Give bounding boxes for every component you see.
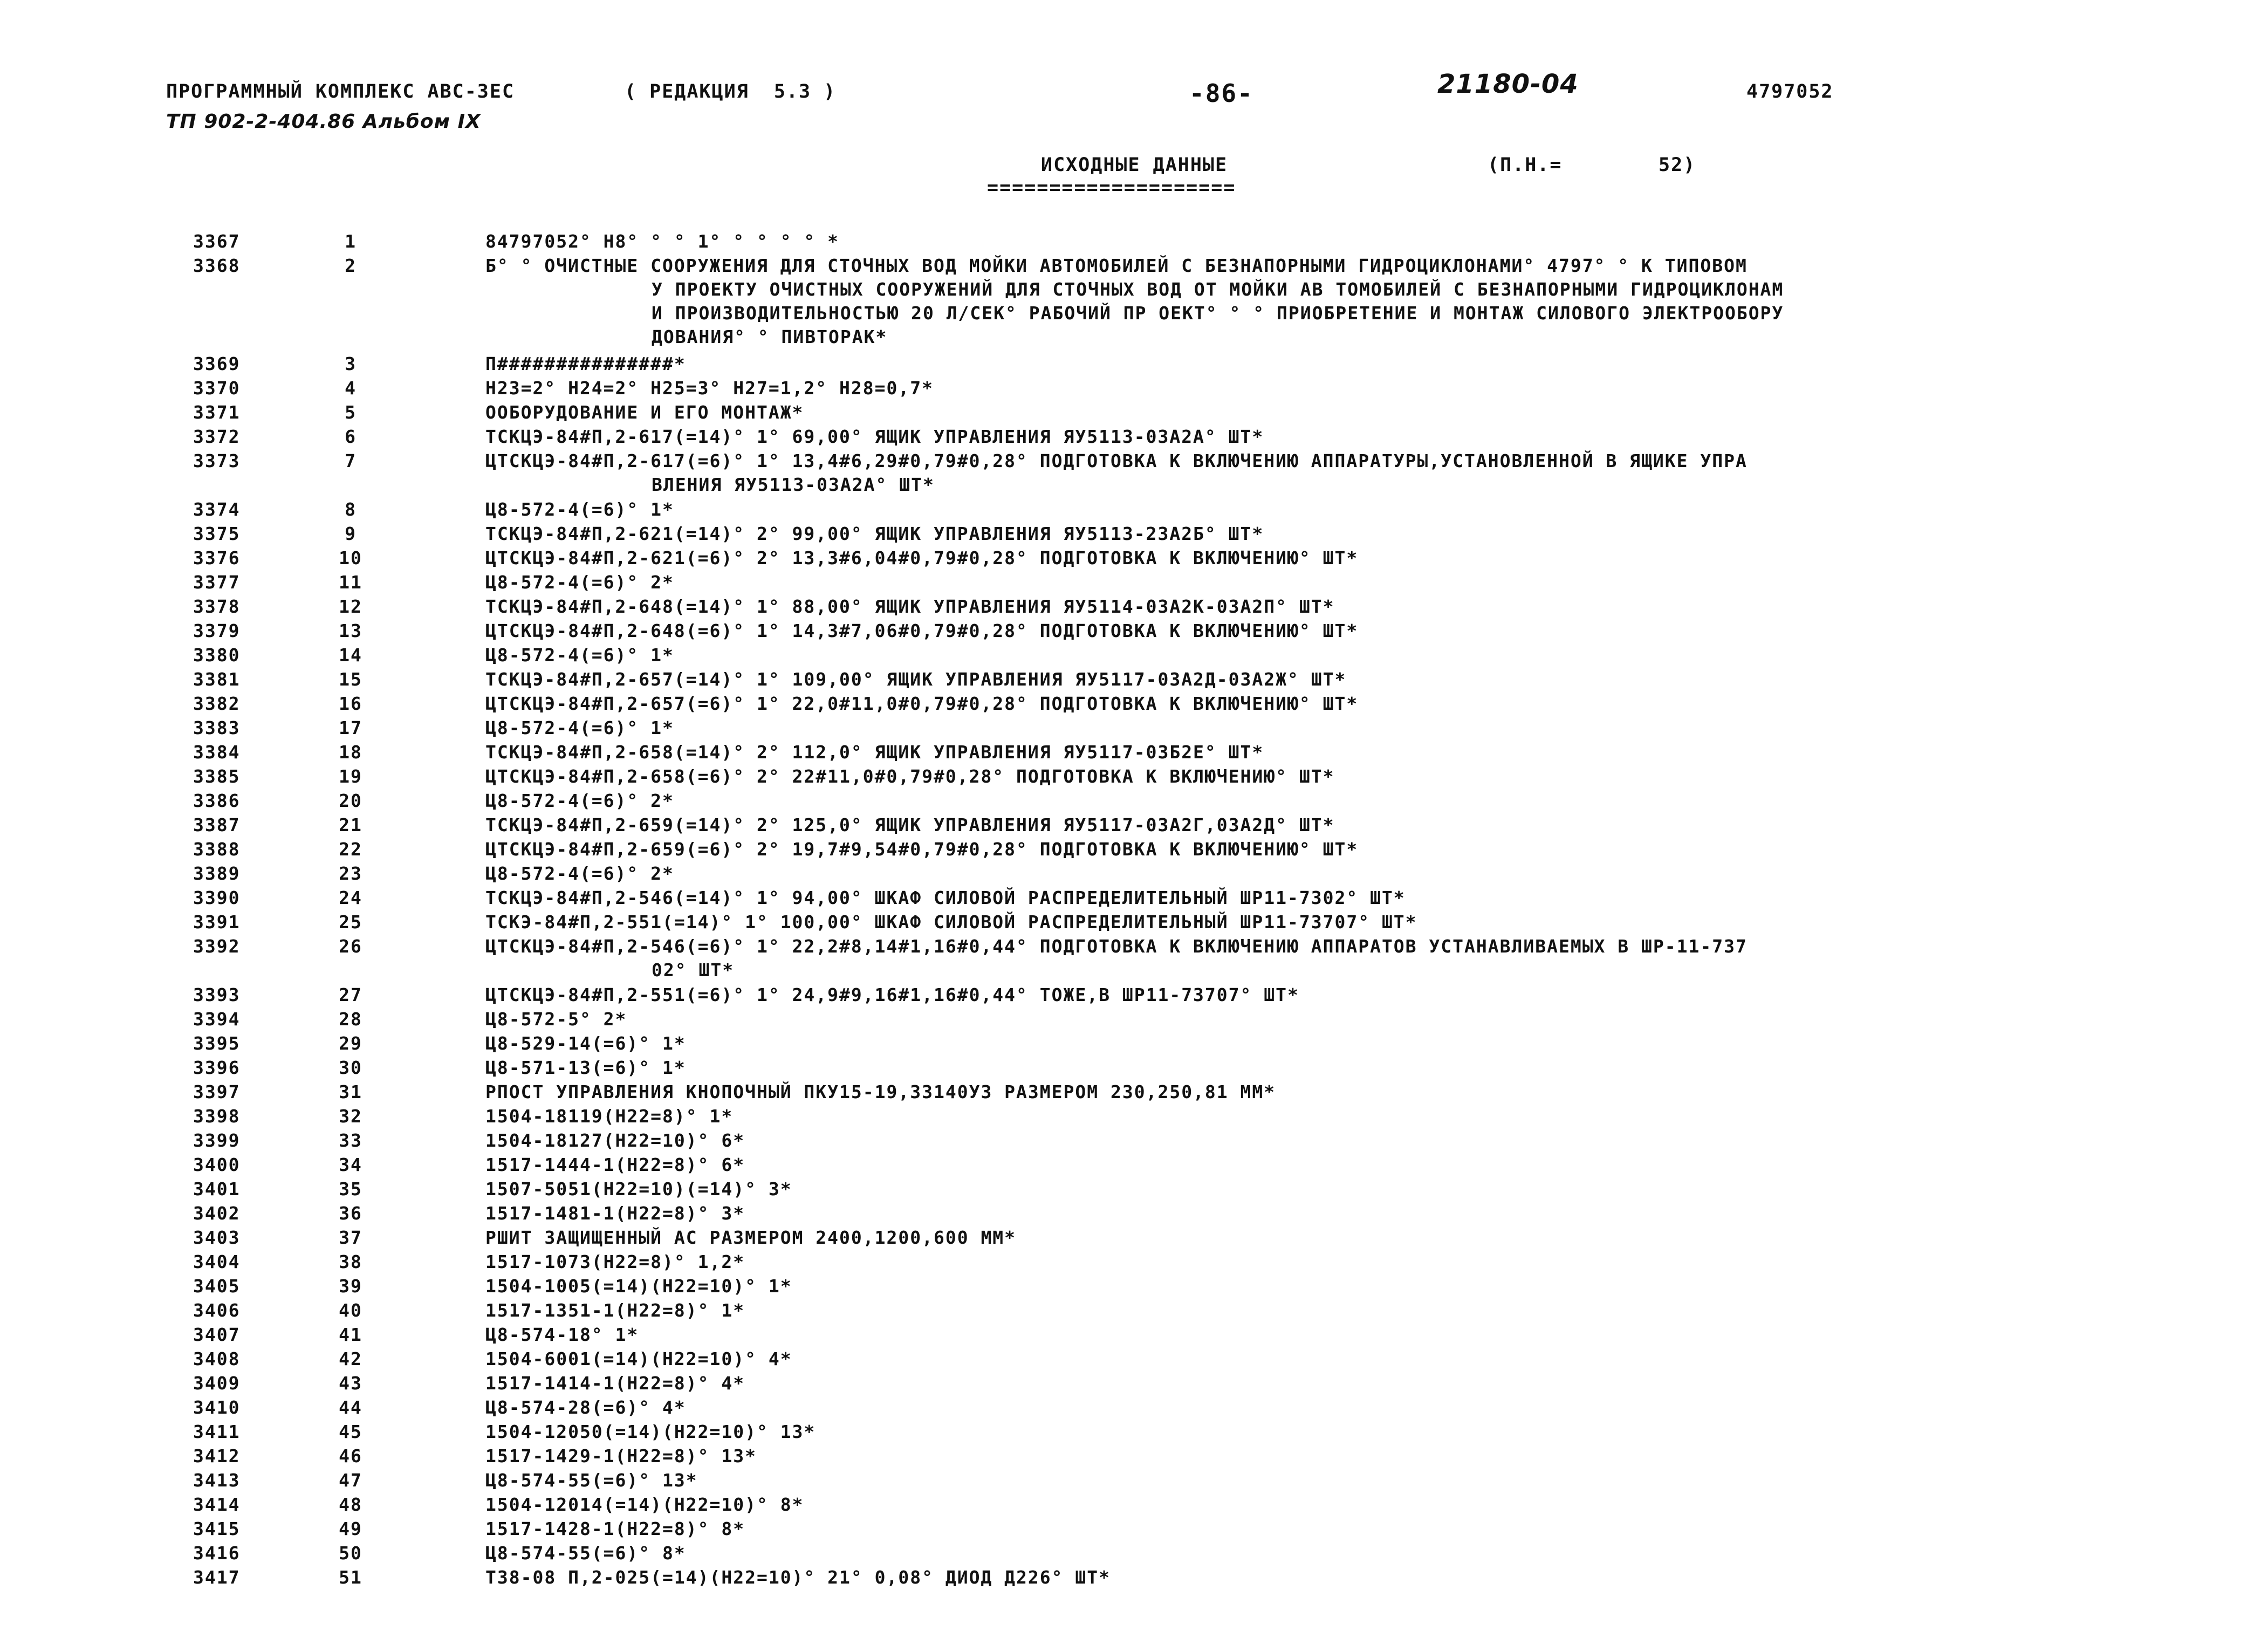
row-sequence: 37: [339, 1227, 362, 1248]
row-sequence: 38: [339, 1251, 362, 1272]
row-text: Ц8-572-4(=6)° 1*: [485, 717, 674, 738]
handwritten-code: 21180-04: [1437, 69, 1579, 99]
row-sequence: 26: [339, 936, 362, 957]
row-sequence: 4: [345, 378, 357, 399]
row-number: 3373: [193, 450, 241, 471]
row-continuation: ВЛЕНИЯ ЯУ5113-03А2А° ШТ*: [652, 474, 935, 495]
row-number: 3416: [193, 1543, 241, 1564]
row-text: 1517-1481-1(Н22=8)° 3*: [485, 1203, 745, 1224]
row-number: 3408: [193, 1348, 241, 1369]
pn-value: 52): [1659, 154, 1696, 176]
row-number: 3377: [193, 572, 241, 593]
row-text: ТСКЦЭ-84#П,2-657(=14)° 1° 109,00° ЯЩИК УПРАВЛЕНИЯ ЯУ5117-03А2Д-03А2Ж° ШТ*: [485, 669, 1347, 690]
row-text: РПОСТ УПРАВЛЕНИЯ КНОПОЧНЫЙ ПКУ15-19,33140У3 РАЗМЕРОМ 230,250,81 ММ*: [485, 1081, 1276, 1102]
row-sequence: 12: [339, 596, 362, 617]
row-text: 1504-1005(=14)(Н22=10)° 1*: [485, 1276, 792, 1297]
row-text: 1507-5051(Н22=10)(=14)° 3*: [485, 1178, 792, 1200]
row-number: 3386: [193, 790, 241, 811]
row-number: 3392: [193, 936, 241, 957]
row-number: 3381: [193, 669, 241, 690]
row-number: 3378: [193, 596, 241, 617]
row-sequence: 32: [339, 1106, 362, 1127]
section-title: ИСХОДНЫЕ ДАННЫЕ: [1041, 154, 1228, 176]
handwritten-album: ТП 902-2-404.86 Альбом IX: [166, 111, 481, 133]
row-number: 3387: [193, 814, 241, 835]
row-sequence: 3: [345, 353, 357, 374]
row-sequence: 6: [345, 426, 357, 447]
row-text: ТСКЦЭ-84#П,2-546(=14)° 1° 94,00° ШКАФ СИЛОВОЙ РАСПРЕДЕЛИТЕЛЬНЫЙ ШР11-7302° ШТ*: [485, 887, 1406, 908]
row-sequence: 7: [345, 450, 357, 471]
row-number: 3414: [193, 1494, 241, 1515]
row-text: ТСКЦЭ-84#П,2-658(=14)° 2° 112,0° ЯЩИК УПРАВЛЕНИЯ ЯУ5117-03Б2Е° ШТ*: [485, 742, 1264, 763]
row-number: 3380: [193, 645, 241, 666]
row-sequence: 44: [339, 1397, 362, 1418]
row-text: ТСКЦЭ-84#П,2-621(=14)° 2° 99,00° ЯЩИК УПРАВЛЕНИЯ ЯУ5113-23А2Б° ШТ*: [485, 523, 1264, 544]
row-text: ЦТСКЦЭ-84#П,2-617(=6)° 1° 13,4#6,29#0,79#0,28° ПОДГОТОВКА К ВКЛЮЧЕНИЮ АППАРАТУРЫ,УСТАНОВЛЕННОЙ В ЯЩИКЕ УПРА: [485, 450, 1748, 471]
row-text: ЦТСКЦЭ-84#П,2-546(=6)° 1° 22,2#8,14#1,16#0,44° ПОДГОТОВКА К ВКЛЮЧЕНИЮ АППАРАТОВ УСТАНАВЛИВАЕМЫХ В ШР-11-737: [485, 936, 1748, 957]
row-sequence: 49: [339, 1518, 362, 1539]
row-number: 3406: [193, 1300, 241, 1321]
row-number: 3413: [193, 1470, 241, 1491]
row-sequence: 29: [339, 1033, 362, 1054]
row-number: 3396: [193, 1057, 241, 1078]
row-sequence: 10: [339, 547, 362, 568]
row-sequence: 5: [345, 402, 357, 423]
row-sequence: 19: [339, 766, 362, 787]
row-sequence: 51: [339, 1567, 362, 1588]
row-sequence: 48: [339, 1494, 362, 1515]
row-text: ЦТСКЦЭ-84#П,2-658(=6)° 2° 22#11,0#0,79#0,28° ПОДГОТОВКА К ВКЛЮЧЕНИЮ° ШТ*: [485, 766, 1335, 787]
row-number: 3409: [193, 1373, 241, 1394]
row-sequence: 22: [339, 839, 362, 860]
program-title: ПРОГРАММНЫЙ КОМПЛЕКС АВС-3ЕС: [166, 81, 515, 102]
row-number: 3367: [193, 231, 241, 252]
row-text: 84797052° Н8° ° ° 1° ° ° ° ° *: [485, 231, 840, 252]
row-continuation: ДОВАНИЯ° ° ПИВТОРАК*: [652, 326, 888, 347]
row-sequence: 23: [339, 863, 362, 884]
row-text: 1504-6001(=14)(Н22=10)° 4*: [485, 1348, 792, 1369]
row-number: 3371: [193, 402, 241, 423]
row-sequence: 45: [339, 1421, 362, 1442]
row-sequence: 46: [339, 1445, 362, 1466]
row-number: 3412: [193, 1445, 241, 1466]
row-sequence: 25: [339, 912, 362, 933]
row-sequence: 50: [339, 1543, 362, 1564]
row-text: 1517-1428-1(Н22=8)° 8*: [485, 1518, 745, 1539]
row-sequence: 30: [339, 1057, 362, 1078]
row-sequence: 1: [345, 231, 357, 252]
row-sequence: 41: [339, 1324, 362, 1345]
row-number: 3368: [193, 255, 241, 276]
row-number: 3410: [193, 1397, 241, 1418]
row-number: 3385: [193, 766, 241, 787]
row-text: ЦТСКЦЭ-84#П,2-551(=6)° 1° 24,9#9,16#1,16#0,44° ТОЖЕ,В ШР11-73707° ШТ*: [485, 984, 1299, 1005]
row-sequence: 34: [339, 1154, 362, 1175]
row-sequence: 47: [339, 1470, 362, 1491]
row-text: РШИТ ЗАЩИЩЕННЫЙ АС РАЗМЕРОМ 2400,1200,600 ММ*: [485, 1227, 1017, 1248]
row-number: 3394: [193, 1009, 241, 1030]
row-text: Ц8-571-13(=6)° 1*: [485, 1057, 686, 1078]
row-number: 3369: [193, 353, 241, 374]
row-text: Ц8-574-55(=6)° 13*: [485, 1470, 698, 1491]
row-sequence: 2: [345, 255, 357, 276]
row-number: 3411: [193, 1421, 241, 1442]
row-number: 3398: [193, 1106, 241, 1127]
row-number: 3393: [193, 984, 241, 1005]
row-number: 3395: [193, 1033, 241, 1054]
row-number: 3405: [193, 1276, 241, 1297]
row-text: ТСКЦЭ-84#П,2-617(=14)° 1° 69,00° ЯЩИК УПРАВЛЕНИЯ ЯУ5113-03А2А° ШТ*: [485, 426, 1264, 447]
row-text: ЦТСКЦЭ-84#П,2-621(=6)° 2° 13,3#6,04#0,79#0,28° ПОДГОТОВКА К ВКЛЮЧЕНИЮ° ШТ*: [485, 547, 1359, 568]
row-text: П###############*: [485, 353, 686, 374]
row-text: Ц8-529-14(=6)° 1*: [485, 1033, 686, 1054]
row-sequence: 27: [339, 984, 362, 1005]
row-number: 3375: [193, 523, 241, 544]
row-text: Т38-08 П,2-025(=14)(Н22=10)° 21° 0,08° ДИОД Д226° ШТ*: [485, 1567, 1111, 1588]
row-number: 3403: [193, 1227, 241, 1248]
row-text: Ц8-572-4(=6)° 1*: [485, 499, 674, 520]
row-sequence: 43: [339, 1373, 362, 1394]
row-number: 3376: [193, 547, 241, 568]
row-text: Ц8-574-28(=6)° 4*: [485, 1397, 686, 1418]
row-text: ТСКЭ-84#П,2-551(=14)° 1° 100,00° ШКАФ СИЛОВОЙ РАСПРЕДЕЛИТЕЛЬНЫЙ ШР11-73707° ШТ*: [485, 912, 1417, 933]
row-number: 3374: [193, 499, 241, 520]
row-sequence: 14: [339, 645, 362, 666]
row-continuation: У ПРОЕКТУ ОЧИСТНЫХ СООРУЖЕНИЙ ДЛЯ СТОЧНЫХ ВОД ОТ МОЙКИ АВ ТОМОБИЛЕЙ С БЕЗНАПОРНЫМИ ГИДРОЦИКЛОНАМ: [652, 279, 1784, 300]
row-text: 1517-1414-1(Н22=8)° 4*: [485, 1373, 745, 1394]
row-number: 3415: [193, 1518, 241, 1539]
row-continuation: 02° ШТ*: [652, 960, 735, 981]
row-sequence: 8: [345, 499, 357, 520]
edition-label: ( РЕДАКЦИЯ 5.3 ): [625, 81, 837, 102]
row-number: 3379: [193, 620, 241, 641]
row-sequence: 17: [339, 717, 362, 738]
row-text: 1517-1429-1(Н22=8)° 13*: [485, 1445, 757, 1466]
row-number: 3383: [193, 717, 241, 738]
row-number: 3372: [193, 426, 241, 447]
row-sequence: 39: [339, 1276, 362, 1297]
row-sequence: 15: [339, 669, 362, 690]
row-text: 1504-18119(Н22=8)° 1*: [485, 1106, 734, 1127]
row-text: ЦТСКЦЭ-84#П,2-659(=6)° 2° 19,7#9,54#0,79#0,28° ПОДГОТОВКА К ВКЛЮЧЕНИЮ° ШТ*: [485, 839, 1359, 860]
row-sequence: 40: [339, 1300, 362, 1321]
row-sequence: 24: [339, 887, 362, 908]
row-text: Ц8-574-18° 1*: [485, 1324, 639, 1345]
row-text: Б° ° ОЧИСТНЫЕ СООРУЖЕНИЯ ДЛЯ СТОЧНЫХ ВОД МОЙКИ АВТОМОБИЛЕЙ С БЕЗНАПОРНЫМИ ГИДРОЦИКЛОНАМИ° 4797° ° К ТИПОВОМ: [485, 255, 1748, 276]
row-sequence: 18: [339, 742, 362, 763]
row-text: Н23=2° Н24=2° Н25=3° Н27=1,2° Н28=0,7*: [485, 378, 934, 399]
row-text: ЦТСКЦЭ-84#П,2-657(=6)° 1° 22,0#11,0#0,79#0,28° ПОДГОТОВКА К ВКЛЮЧЕНИЮ° ШТ*: [485, 693, 1359, 714]
row-text: Ц8-572-4(=6)° 2*: [485, 863, 674, 884]
row-number: 3390: [193, 887, 241, 908]
row-text: Ц8-572-5° 2*: [485, 1009, 627, 1030]
row-number: 3417: [193, 1567, 241, 1588]
row-sequence: 42: [339, 1348, 362, 1369]
row-sequence: 9: [345, 523, 357, 544]
row-sequence: 16: [339, 693, 362, 714]
row-text: ТСКЦЭ-84#П,2-659(=14)° 2° 125,0° ЯЩИК УПРАВЛЕНИЯ ЯУ5117-03А2Г,03А2Д° ШТ*: [485, 814, 1335, 835]
row-text: Ц8-572-4(=6)° 2*: [485, 572, 674, 593]
row-sequence: 31: [339, 1081, 362, 1102]
row-number: 3382: [193, 693, 241, 714]
row-sequence: 11: [339, 572, 362, 593]
row-number: 3370: [193, 378, 241, 399]
row-number: 3404: [193, 1251, 241, 1272]
row-text: Ц8-572-4(=6)° 2*: [485, 790, 674, 811]
row-number: 3400: [193, 1154, 241, 1175]
row-text: 1517-1444-1(Н22=8)° 6*: [485, 1154, 745, 1175]
row-sequence: 13: [339, 620, 362, 641]
row-text: 1504-12050(=14)(Н22=10)° 13*: [485, 1421, 816, 1442]
row-text: 1504-18127(Н22=10)° 6*: [485, 1130, 745, 1151]
row-number: 3391: [193, 912, 241, 933]
doc-number: 4797052: [1746, 81, 1834, 102]
row-sequence: 36: [339, 1203, 362, 1224]
row-number: 3402: [193, 1203, 241, 1224]
row-sequence: 33: [339, 1130, 362, 1151]
row-sequence: 21: [339, 814, 362, 835]
row-text: ООБОРУДОВАНИЕ И ЕГО МОНТАЖ*: [485, 402, 804, 423]
row-number: 3401: [193, 1178, 241, 1200]
row-continuation: И ПРОИЗВОДИТЕЛЬНОСТЬЮ 20 Л/СЕК° РАБОЧИЙ ПР ОЕКТ° ° ° ПРИОБРЕТЕНИЕ И МОНТАЖ СИЛОВОГО ЭЛЕКТРООБОРУ: [652, 303, 1784, 324]
row-sequence: 28: [339, 1009, 362, 1030]
row-number: 3397: [193, 1081, 241, 1102]
row-text: Ц8-574-55(=6)° 8*: [485, 1543, 686, 1564]
row-text: 1517-1073(Н22=8)° 1,2*: [485, 1251, 745, 1272]
pn-label: (П.Н.=: [1488, 154, 1563, 176]
row-text: 1504-12014(=14)(Н22=10)° 8*: [485, 1494, 804, 1515]
page-number: -86-: [1189, 79, 1253, 108]
row-number: 3388: [193, 839, 241, 860]
row-number: 3384: [193, 742, 241, 763]
section-title-underline: ====================: [987, 177, 1236, 198]
row-number: 3399: [193, 1130, 241, 1151]
row-text: ТСКЦЭ-84#П,2-648(=14)° 1° 88,00° ЯЩИК УПРАВЛЕНИЯ ЯУ5114-03А2К-03А2П° ШТ*: [485, 596, 1335, 617]
row-number: 3407: [193, 1324, 241, 1345]
row-text: 1517-1351-1(Н22=8)° 1*: [485, 1300, 745, 1321]
row-sequence: 20: [339, 790, 362, 811]
row-text: ЦТСКЦЭ-84#П,2-648(=6)° 1° 14,3#7,06#0,79#0,28° ПОДГОТОВКА К ВКЛЮЧЕНИЮ° ШТ*: [485, 620, 1359, 641]
row-number: 3389: [193, 863, 241, 884]
row-sequence: 35: [339, 1178, 362, 1200]
row-text: Ц8-572-4(=6)° 1*: [485, 645, 674, 666]
